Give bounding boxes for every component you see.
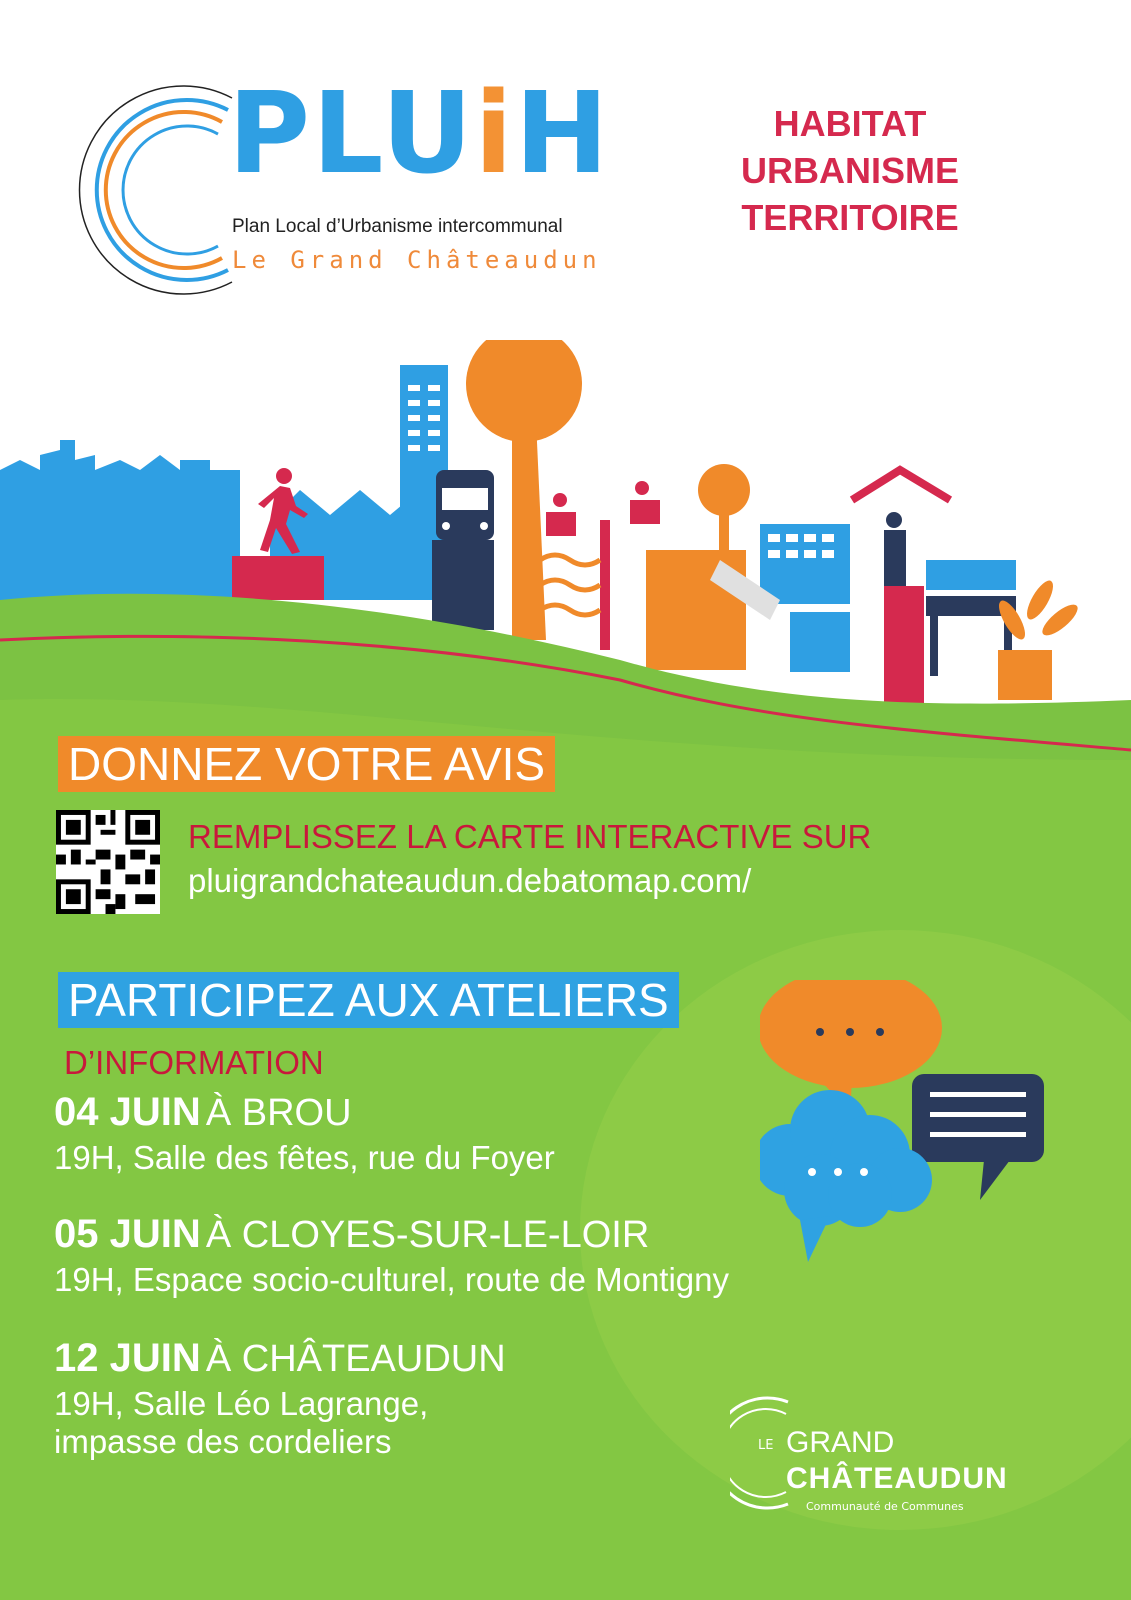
event-date: 12 JUIN	[54, 1336, 201, 1380]
brand-title	[228, 69, 611, 199]
avis-url-link[interactable]: pluigrandchateaudun.debatomap.com/	[188, 862, 752, 899]
brand-title-i: i	[474, 69, 515, 199]
pluih-logo	[50, 70, 650, 300]
logo-grand: GRAND	[786, 1426, 895, 1459]
brand-title-main: PLU	[228, 69, 475, 199]
event-detail: 19H, Salle Léo Lagrange,	[54, 1385, 429, 1422]
ateliers-subheading: D’INFORMATION	[64, 1044, 324, 1081]
event-date: 05 JUIN	[54, 1212, 201, 1256]
tagline	[700, 100, 1000, 241]
ateliers-heading: PARTICIPEZ AUX ATELIERS	[58, 972, 679, 1028]
event-1	[54, 1090, 555, 1177]
tagline-territoire: TERRITOIRE	[741, 197, 959, 238]
event-2	[54, 1212, 729, 1299]
event-town: À CLOYES-SUR-LE-LOIR	[205, 1214, 650, 1256]
avis-heading: DONNEZ VOTRE AVIS	[58, 736, 555, 792]
logo-le: LE	[758, 1438, 774, 1453]
people-signs-icon	[546, 481, 660, 650]
qr-code[interactable]	[56, 810, 160, 914]
logo-subtitle: Communauté de Communes	[806, 1500, 964, 1513]
bus-icon	[432, 470, 494, 630]
event-detail: 19H, Espace socio-culturel, route de Montigny	[54, 1261, 730, 1298]
event-town: À BROU	[205, 1092, 352, 1134]
tagline-habitat: HABITAT	[773, 103, 927, 144]
avis-instruction: REMPLISSEZ LA CARTE INTERACTIVE SUR	[188, 818, 872, 855]
speech-bubble-icon	[760, 980, 1060, 1280]
logo-name: CHÂTEAUDUN	[786, 1462, 1008, 1495]
event-date: 04 JUIN	[54, 1090, 201, 1134]
grand-chateaudun-logo	[730, 1392, 1010, 1512]
event-detail: impasse des cordeliers	[54, 1423, 392, 1460]
event-town: À CHÂTEAUDUN	[205, 1338, 506, 1380]
tagline-urbanisme: URBANISME	[740, 150, 959, 191]
logo-arcs-icon	[50, 70, 250, 300]
brand-title-end: H	[514, 69, 611, 199]
brand-subtitle: Plan Local d’Urbanisme intercommunal	[232, 216, 563, 237]
event-3	[54, 1336, 506, 1461]
brand-place: Le Grand Châteaudun	[232, 246, 602, 274]
event-detail: 19H, Salle des fêtes, rue du Foyer	[54, 1139, 555, 1176]
wavy-lines	[540, 555, 600, 615]
